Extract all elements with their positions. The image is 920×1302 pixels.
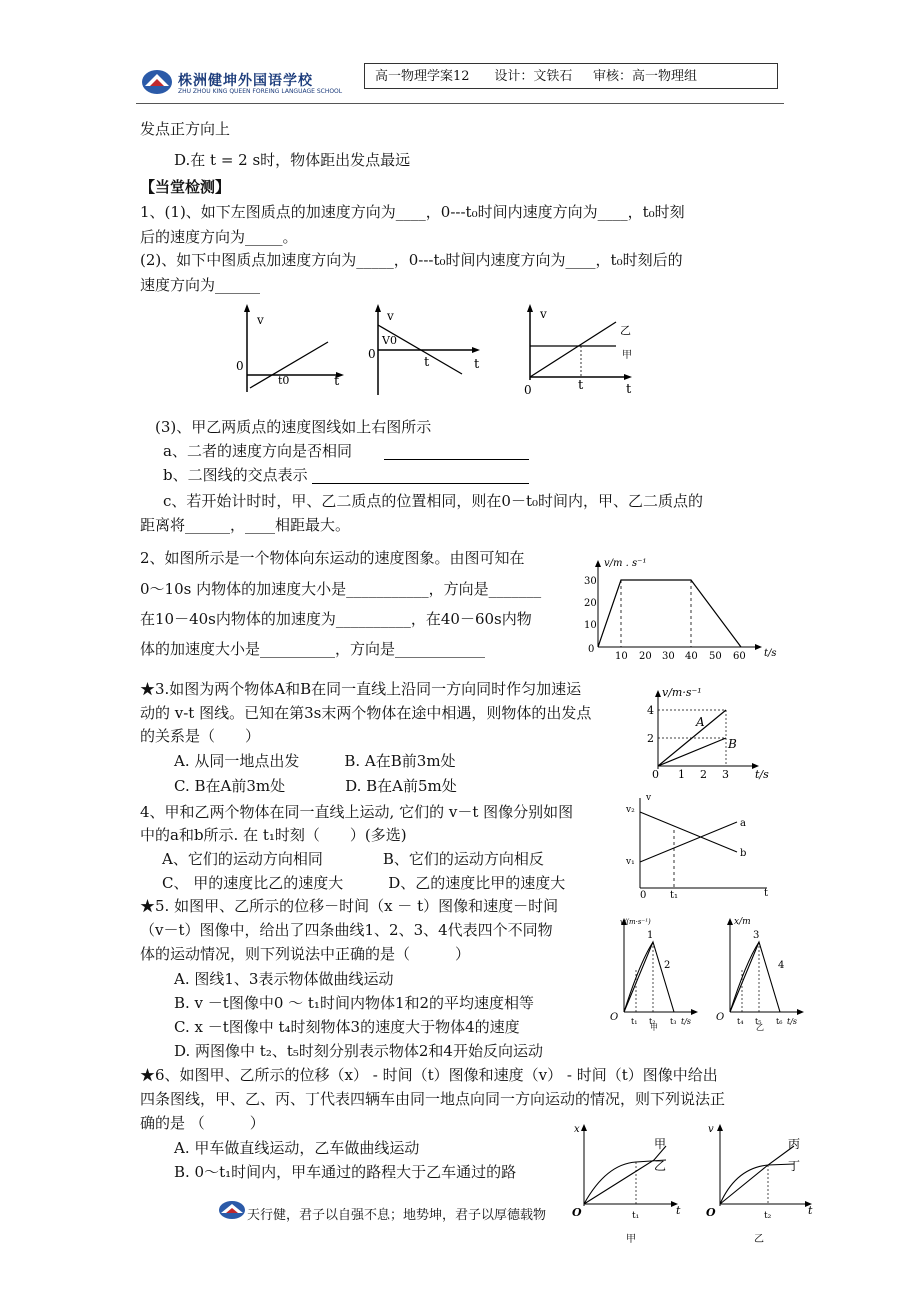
y-arrow: [244, 304, 250, 312]
line-b: [640, 812, 737, 852]
option-d: D.在 t = 2 s时，物体距出发点最远: [174, 151, 411, 169]
question-5-line: 体的运动情况，则下列说法中正确的是（ ）: [140, 945, 471, 963]
question-6-line: 确的是 （ ）: [140, 1114, 265, 1132]
origin-label: 0: [652, 768, 659, 781]
header-design: 设计：文铁石: [494, 69, 573, 84]
axis-label-v: v: [540, 307, 547, 321]
y-tick: 2: [647, 732, 654, 745]
question-1-line: a、二者的速度方向是否相同: [163, 442, 352, 460]
x-tick: 40: [685, 651, 698, 662]
label-b: B: [728, 737, 737, 751]
question-5-option: C. x －t图像中 t₄时刻物体3的速度大于物体4的速度: [174, 1018, 520, 1036]
t6-label: t₆: [776, 1017, 783, 1026]
origin-label: O: [716, 1012, 725, 1023]
question-3-option: A. 从同一地点出发 B. A在B前3m处: [174, 752, 456, 770]
t0-label: t: [424, 355, 430, 370]
origin-label: O: [610, 1012, 619, 1023]
header-info-box: [364, 63, 778, 89]
question-2-line: 在10－40s内物体的加速度为__________，在40－60s内物: [140, 610, 532, 628]
y-tick: 30: [584, 576, 597, 587]
graph-3: [516, 300, 656, 400]
line-4: [730, 942, 780, 1012]
label-bing: 丙: [788, 1137, 801, 1151]
t1-label: t₁: [631, 1017, 638, 1026]
x-axis-label: t/s: [755, 768, 769, 781]
line-yi: [530, 322, 616, 377]
question-3-line: ★3.如图为两个物体A和B在同一直线上沿同一方向同时作匀加速运: [140, 680, 582, 698]
origin-label: O: [706, 1206, 716, 1219]
y-arrow: [527, 304, 533, 312]
question-5-line: （v－t）图像中，给出了四条曲线1、2、3、4代表四个不同物: [140, 921, 553, 939]
curve-label-3: 3: [753, 930, 760, 941]
label-b: b: [740, 848, 747, 859]
x-arrow: [755, 644, 762, 650]
v2-label: v₂: [626, 805, 635, 815]
y-axis-label: x/m: [734, 917, 751, 927]
x-arrow: [624, 374, 632, 380]
label-jia: 甲: [622, 350, 632, 361]
curve-label-2: 2: [664, 960, 671, 971]
origin-label: 0: [368, 347, 376, 361]
footer-motto: 天行健，君子以自强不息；地势坤，君子以厚德载物: [247, 1208, 547, 1223]
curve-label-4: 4: [778, 960, 785, 971]
graph-5: [640, 684, 780, 784]
origin-label: 0: [524, 383, 532, 397]
axis-label-t: t: [808, 1204, 813, 1217]
question-3-option: C. B在A前3m处 D. B在A前5m处: [174, 777, 457, 795]
x-tick: 30: [662, 651, 675, 662]
y-axis-label: v/m·s⁻¹: [662, 686, 702, 699]
question-5-option: B. v －t图像中0 ～ t₁时间内物体1和2的平均速度相等: [174, 994, 535, 1012]
x-axis-label: t/s: [787, 1017, 798, 1026]
question-6-option: B. 0～t₁时间内，甲车通过的路程大于乙车通过的路: [174, 1163, 517, 1181]
question-1-line: 1、(1)、如下左图质点的加速度方向为____，0---t₀时间内速度方向为____，t₀时刻: [140, 203, 685, 221]
x-arrow: [691, 1009, 698, 1015]
question-5-line: ★5. 如图甲、乙所示的位移－时间（x － t）图像和速度－时间: [140, 897, 559, 915]
x-arrow: [797, 1009, 804, 1015]
question-4-line: 中的a和b所示. 在 t₁时刻（ ）(多选): [140, 826, 407, 844]
question-1-line: (3)、甲乙两质点的速度图线如上右图所示: [155, 418, 432, 436]
graph-4: [578, 552, 788, 664]
t1-label: t₁: [632, 1211, 640, 1221]
y-arrow: [727, 918, 733, 925]
y-axis-label: v/(m·s⁻¹): [620, 918, 651, 926]
question-5-option: A. 图线1、3表示物体做曲线运动: [174, 970, 394, 988]
line-a: [640, 822, 737, 862]
question-4-option: A、它们的运动方向相同 B、它们的运动方向相反: [162, 850, 544, 868]
origin-label: 0: [640, 890, 647, 900]
caption: 乙: [756, 1023, 764, 1032]
x-tick: 1: [678, 768, 685, 781]
line-bing: [720, 1146, 794, 1204]
question-1-line: b、二图线的交点表示: [163, 466, 308, 484]
graph-7: [606, 912, 701, 1032]
question-3-line: 动的 v-t 图线。已知在第3s末两个物体在途中相遇，则物体的出发点: [140, 704, 592, 722]
question-5-option: D. 两图像中 t₂、t₅时刻分别表示物体2和4开始反向运动: [174, 1042, 543, 1060]
line-b: [658, 738, 726, 766]
t1-label: t₁: [670, 890, 679, 900]
x-axis-label: t/s: [681, 1017, 692, 1026]
line-2: [624, 942, 674, 1012]
y-axis-label: v/m . s⁻¹: [604, 558, 647, 569]
answer-blank[interactable]: [384, 459, 529, 460]
question-2-line: 2、如图所示是一个物体向东运动的速度图象。由图可知在: [140, 549, 525, 567]
y-arrow: [595, 560, 601, 567]
label-a: a: [740, 818, 746, 829]
school-name-en: ZHU ZHOU KING QUEEN FOREING LANGUAGE SCHOOL: [178, 88, 343, 95]
question-1-line: (2)、如下中图质点加速度方向为_____，0---t₀时间内速度方向为____，t₀时刻后的: [140, 251, 683, 269]
y-arrow: [375, 304, 381, 312]
label-a: A: [696, 715, 705, 729]
y-tick: 20: [584, 598, 597, 609]
t5-label: t₅: [755, 1017, 762, 1026]
question-3-line: 的关系是（ ）: [140, 727, 261, 745]
question-2-line: 体的加速度大小是__________，方向是____________: [140, 640, 486, 658]
t0-label: t0: [278, 374, 290, 387]
x-tick: 60: [733, 651, 746, 662]
question-2-line: 0～10s 内物体的加速度大小是___________，方向是_______: [140, 580, 542, 598]
question-1-line: 速度方向为______: [140, 276, 261, 294]
school-logo: [141, 68, 173, 96]
caption: 甲: [626, 1234, 636, 1245]
x-tick: 10: [615, 651, 628, 662]
logo-emblem-icon: [141, 68, 173, 96]
question-6-line: 四条图线，甲、乙、丙、丁代表四辆车由同一地点向同一方向运动的情况，则下列说法正: [140, 1090, 726, 1108]
graph-6: [622, 790, 782, 900]
axis-label-t: t: [764, 888, 769, 899]
x-tick: 50: [709, 651, 722, 662]
y-tick: 10: [584, 620, 597, 631]
origin-label: 0: [588, 644, 595, 655]
school-name-cn: 株洲健坤外国语学校: [178, 73, 313, 89]
v0-label: V0: [382, 334, 397, 347]
curve-label-1: 1: [647, 930, 654, 941]
t4-label: t₄: [737, 1017, 744, 1026]
v1-label: v₁: [626, 857, 635, 867]
axis-label-v: v: [646, 793, 652, 803]
label-yi: 乙: [654, 1159, 667, 1173]
graph-10: [702, 1118, 822, 1246]
header-review: 审核：高一物理组: [593, 69, 698, 84]
graph-2: [366, 300, 491, 400]
x-arrow: [472, 347, 480, 353]
line-jia: [584, 1146, 666, 1204]
graph-9: [566, 1118, 691, 1246]
footer-logo: [218, 1200, 246, 1220]
x-tick: 3: [722, 768, 729, 781]
question-4-line: 4、甲和乙两个物体在同一直线上运动, 它们的 v－t 图像分别如图: [140, 803, 574, 821]
x-tick: 20: [639, 651, 652, 662]
x-axis-label: t/s: [764, 648, 777, 659]
x-tick: 2: [700, 768, 707, 781]
axis-label-t: t: [626, 382, 632, 397]
label-jia: 甲: [654, 1137, 667, 1151]
question-6-line: ★6、如图甲、乙所示的位移（x） - 时间（t）图像和速度（v） - 时间（t）图像中给出: [140, 1066, 718, 1084]
label-ding: 丁: [788, 1159, 801, 1173]
axis-label-v: v: [708, 1124, 714, 1135]
graph-1: [230, 300, 350, 400]
caption: 乙: [754, 1234, 764, 1245]
label-yi: 乙: [620, 324, 631, 337]
t2-label: t₂: [649, 1017, 656, 1026]
question-4-option: C、 甲的速度比乙的速度大 D、乙的速度比甲的速度大: [162, 874, 566, 892]
answer-blank[interactable]: [312, 483, 529, 484]
text-line: 发点正方向上: [140, 120, 231, 138]
y-tick: 4: [647, 704, 654, 717]
axis-label-v: v: [257, 313, 264, 327]
section-title: 【当堂检测】: [140, 178, 231, 196]
question-1-line: 后的速度方向为_____。: [140, 228, 298, 246]
t0-label: t: [578, 378, 584, 393]
header-rule: [136, 103, 784, 104]
axis-label-t: t: [676, 1204, 681, 1217]
curve-ding: [720, 1164, 794, 1204]
t3-label: t₃: [670, 1017, 677, 1026]
y-arrow: [655, 690, 661, 697]
t2-label: t₂: [764, 1211, 772, 1221]
axis-label-t: t: [474, 357, 480, 372]
y-arrow: [581, 1124, 587, 1131]
graph-8: [712, 912, 807, 1032]
axis-label-t: t: [334, 374, 340, 389]
axis-label-v: v: [387, 309, 394, 323]
question-1-line: 距离将______，____相距最大。: [140, 516, 351, 534]
y-arrow: [717, 1124, 723, 1131]
logo-emblem-icon: [218, 1200, 246, 1220]
caption: 甲: [650, 1023, 658, 1032]
velocity-line: [598, 580, 741, 647]
axis-label-x: x: [574, 1124, 580, 1135]
header-title: 高一物理学案12: [375, 69, 470, 84]
question-6-option: A. 甲车做直线运动，乙车做曲线运动: [174, 1139, 420, 1157]
origin-label: O: [572, 1206, 582, 1219]
question-1-line: c、若开始计时时，甲、乙二质点的位置相同，则在0－t₀时间内，甲、乙二质点的: [163, 492, 703, 510]
origin-label: 0: [236, 359, 244, 373]
